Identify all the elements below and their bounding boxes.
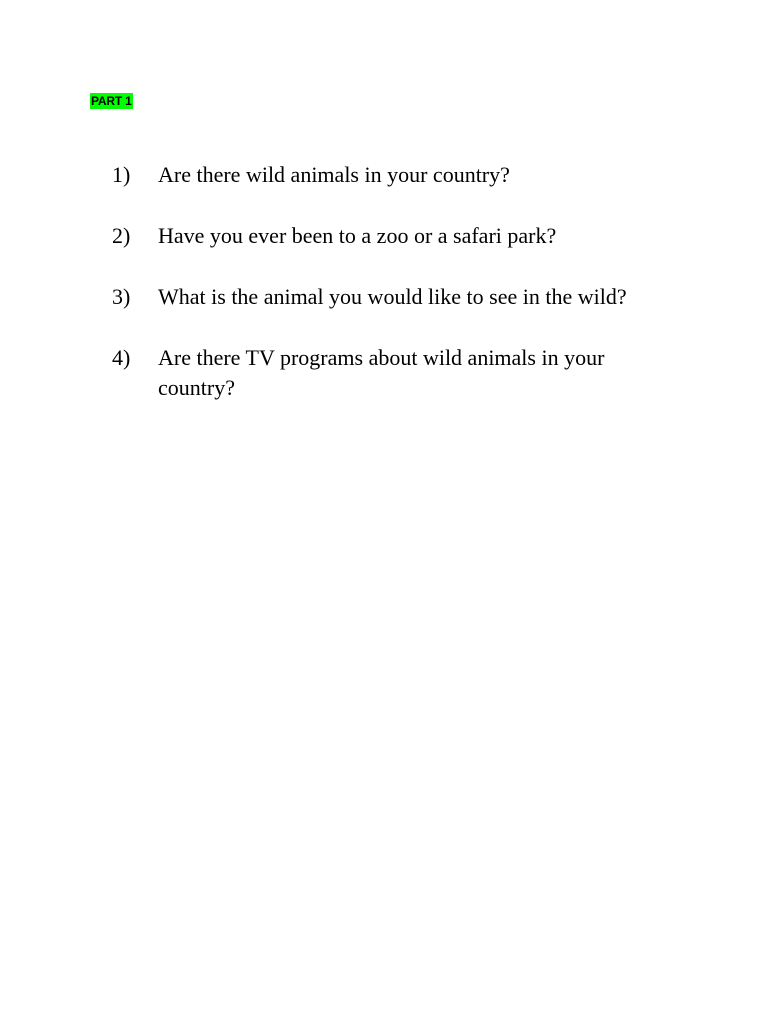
question-text: What is the animal you would like to see in the wild?	[158, 284, 627, 309]
question-number: 3)	[112, 284, 131, 309]
part-label: PART 1	[91, 94, 132, 108]
question-item	[112, 221, 672, 251]
question-list	[112, 160, 672, 434]
question-item	[112, 282, 672, 312]
question-text: Are there wild animals in your country?	[158, 162, 510, 187]
question-text: Have you ever been to a zoo or a safari park?	[158, 223, 557, 248]
question-text: Are there TV programs about wild animals in your country?	[158, 345, 605, 400]
question-item	[112, 160, 672, 190]
question-number: 2)	[112, 223, 131, 248]
question-item	[112, 343, 672, 403]
question-number: 1)	[112, 162, 131, 187]
question-number: 4)	[112, 345, 131, 370]
